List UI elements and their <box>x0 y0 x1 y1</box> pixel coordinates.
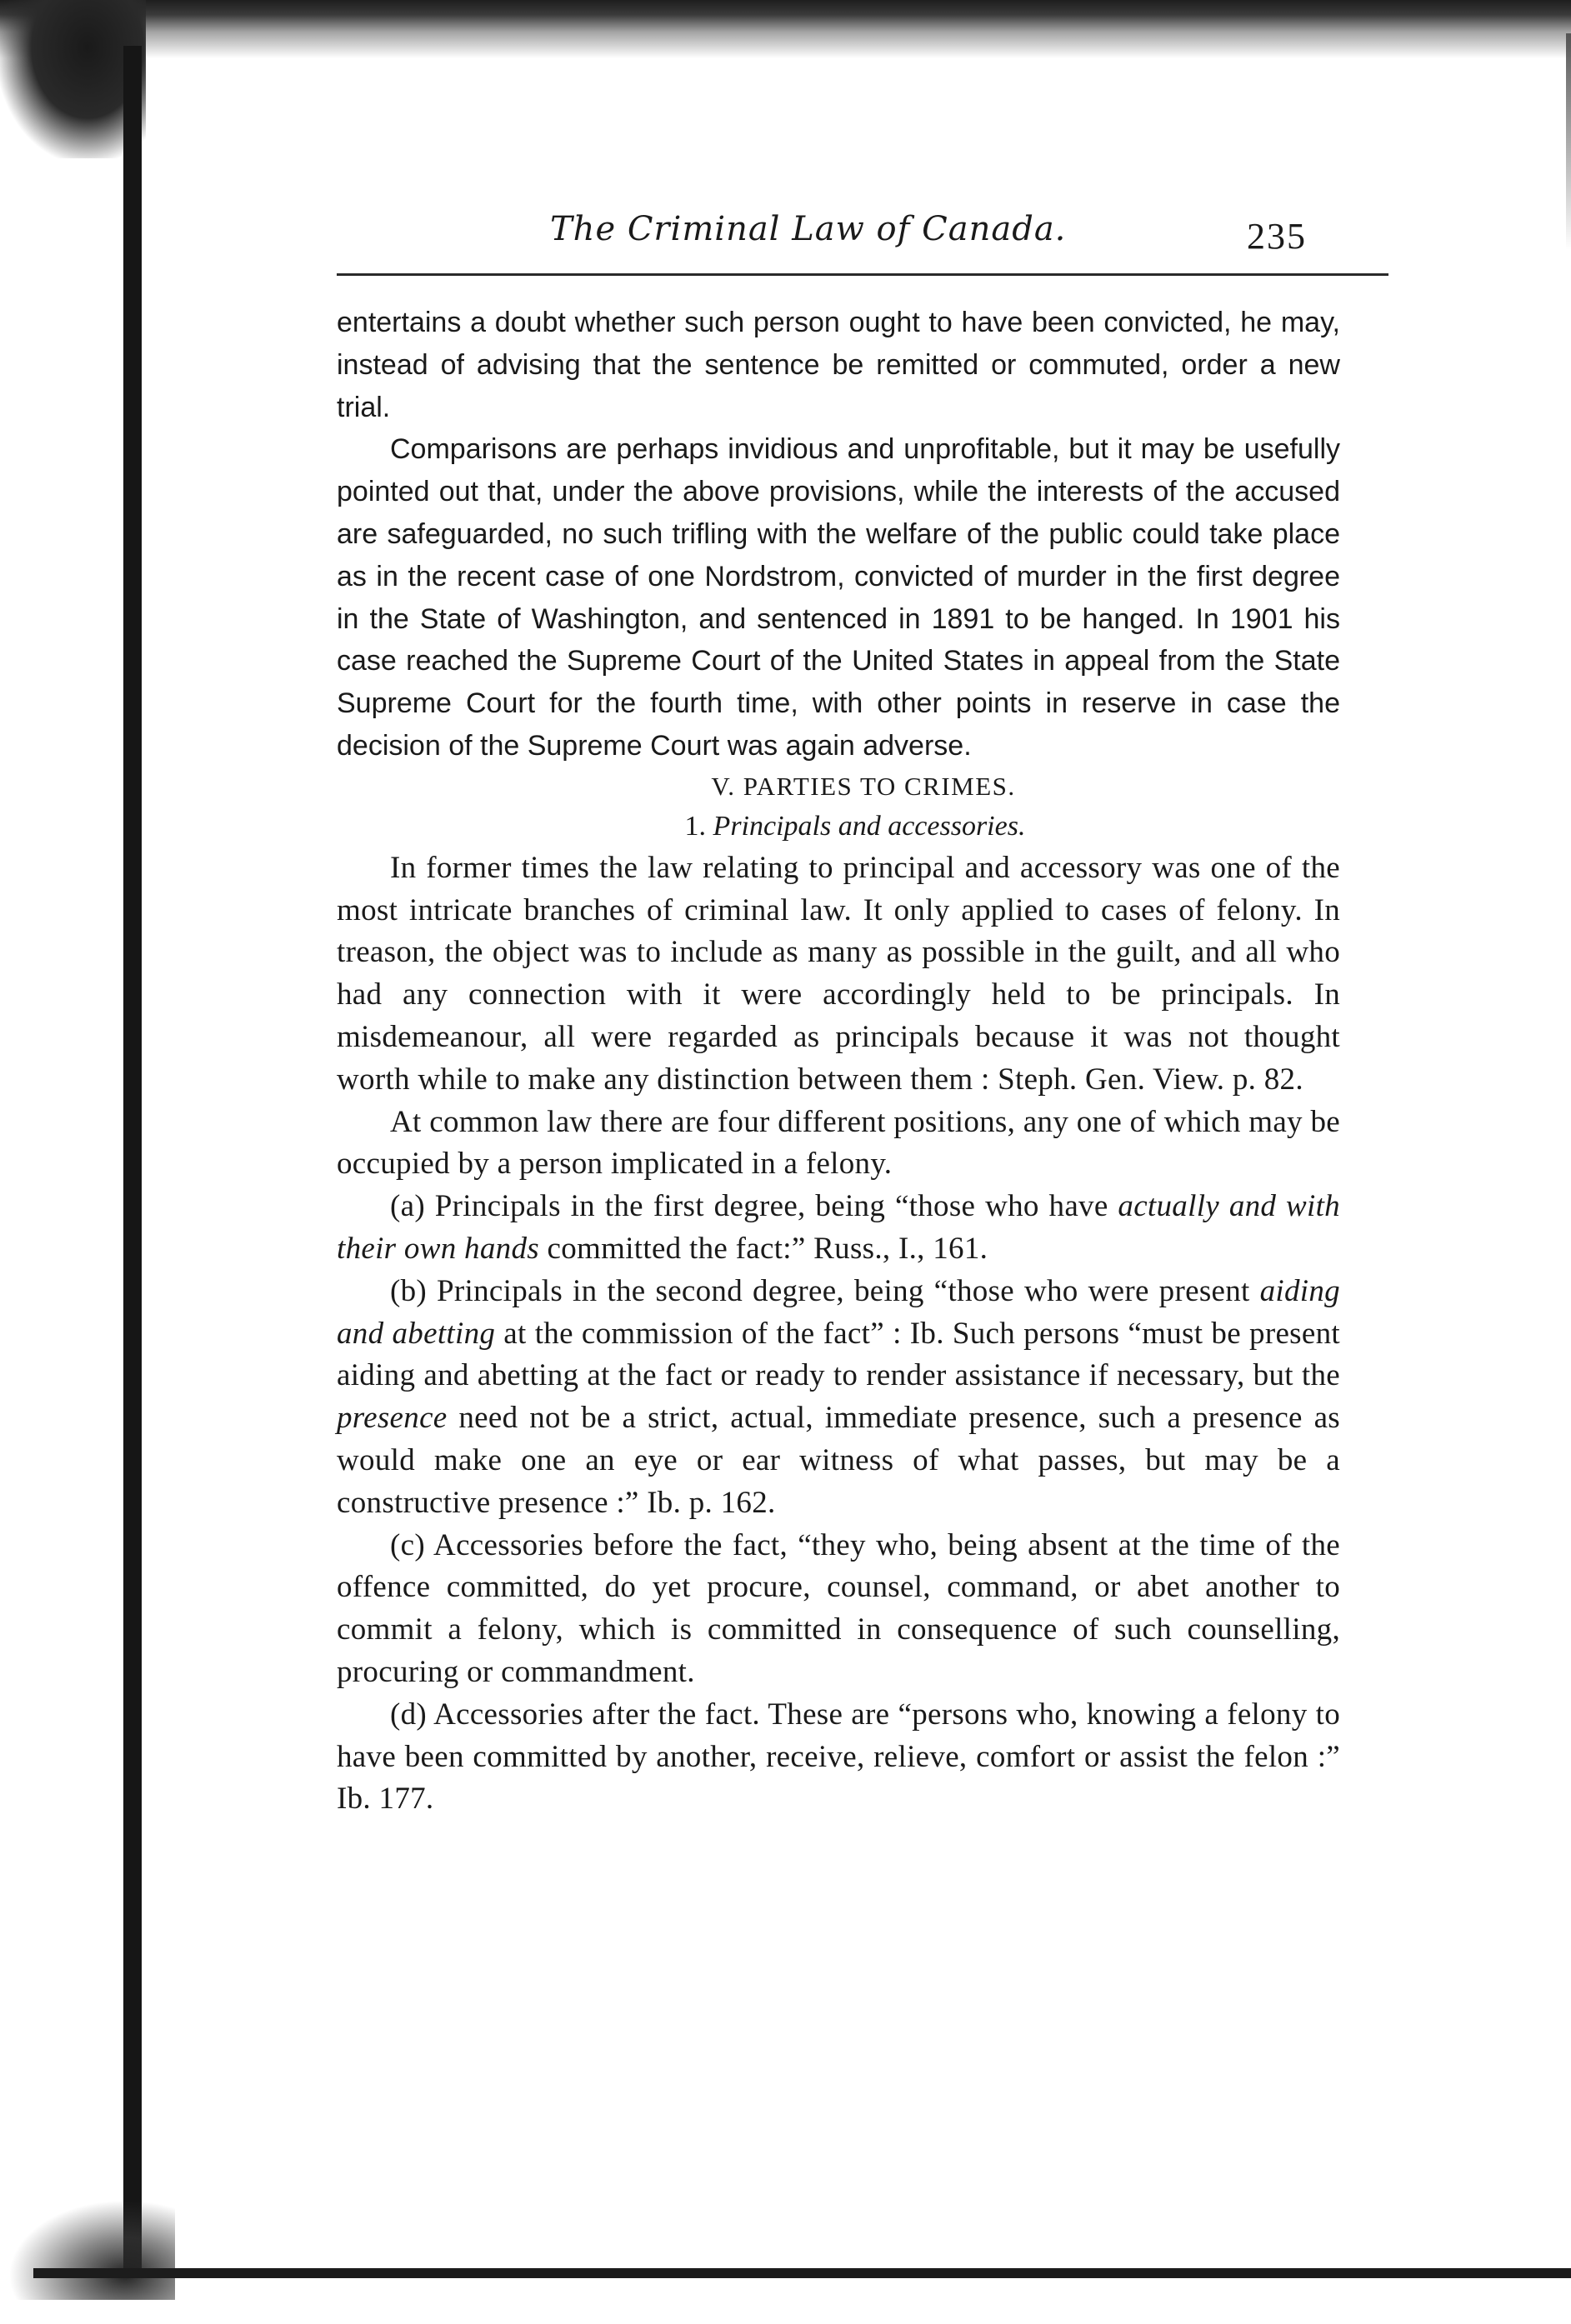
header-rule <box>337 273 1388 276</box>
subsection-heading <box>337 806 1340 847</box>
section-heading: V. PARTIES TO CRIMES. <box>711 771 1016 801</box>
subsection-number: 1. <box>684 810 707 842</box>
page-number: 235 <box>1247 216 1307 257</box>
p6-after: need not be a strict, actual, immediate presence, such a presence as would make one an eye or ear witness of what passes, but may be a constructive presence :” Ib. p. 162. <box>337 1401 1340 1520</box>
paragraph-former-times: In former times the law relating to principal and accessory was one of the most intricate branches of criminal law. It only applied to cases of felony. In treason, the object was to include as many as possible in the guilt, and all who had any connection with it were accordingly held to be principals. In misdemeanour, all were regarded as principals because it was not thought worth while to make any distinction between them : Steph. Gen. View. p. 82. <box>337 850 1340 1097</box>
paragraph-principals-first-degree <box>337 1186 1340 1271</box>
paragraph-accessories-after: (d) Accessories after the fact. These are “persons who, knowing a felony to have been committed by another, receive, relieve, comfort or assist the felon :” Ib. 177. <box>337 1697 1340 1817</box>
running-head: The Criminal Law of Canada. <box>550 210 1067 248</box>
scan-binding-edge <box>123 46 142 2271</box>
scan-shadow-bottom <box>33 2268 1571 2278</box>
p6-middle: at the commission of the fact” : Ib. Such persons “must be present aiding and abetting at the fact or ready to render assistance if necessary, but the <box>337 1316 1340 1393</box>
scan-shadow-right <box>1566 33 1571 250</box>
p5-italic: actually and with their own hands <box>337 1189 1340 1266</box>
paragraph-accessories-before: (c) Accessories before the fact, “they who, being absent at the time of the offence committed, do yet procure, counsel, command, or abet another to commit a felony, which is committed in consequence of such counselling, procuring or commandment. <box>337 1527 1340 1689</box>
paragraph-common-law: At common law there are four different positions, any one of which may be occupied by a person implicated in a felony. <box>337 1104 1340 1182</box>
p6-italic2: presence <box>337 1401 448 1436</box>
p6-italic: aiding and abetting <box>337 1273 1340 1351</box>
p5-after: committed the fact:” Russ., I., 161. <box>538 1231 988 1266</box>
p5-before: (a) Principals in the first degree, being “those who have <box>390 1189 1118 1224</box>
paragraph-continued: entertains a doubt whether such person ought to have been convicted, he may, instead of advising that the sentence be remitted or commuted, order a new trial. <box>337 307 1340 423</box>
p6-before: (b) Principals in the second degree, being “those who were present <box>390 1273 1260 1308</box>
paragraph-principals-second-degree <box>337 1271 1340 1525</box>
subsection-title: Principals and accessories. <box>713 810 1026 842</box>
paragraph-comparisons: Comparisons are perhaps invidious and unprofitable, but it may be usefully pointed out that, under the above provisions, while the interests of the accused are safeguarded, no such trifling with the welfare of the public could take place as in the recent case of one Nordstrom, convicted of murder in the first degree in the State of Washington, and sentenced in 1891 to be hanged. In 1901 his case reached the Supreme Court of the United States in appeal from the State Supreme Court for the fourth time, with other points in reserve in case the decision of the Supreme Court was again adverse. <box>337 433 1340 762</box>
page-body <box>337 302 1340 1821</box>
scan-shadow-top <box>0 0 1571 58</box>
scan-shadow-bottom-corner <box>8 2200 175 2300</box>
